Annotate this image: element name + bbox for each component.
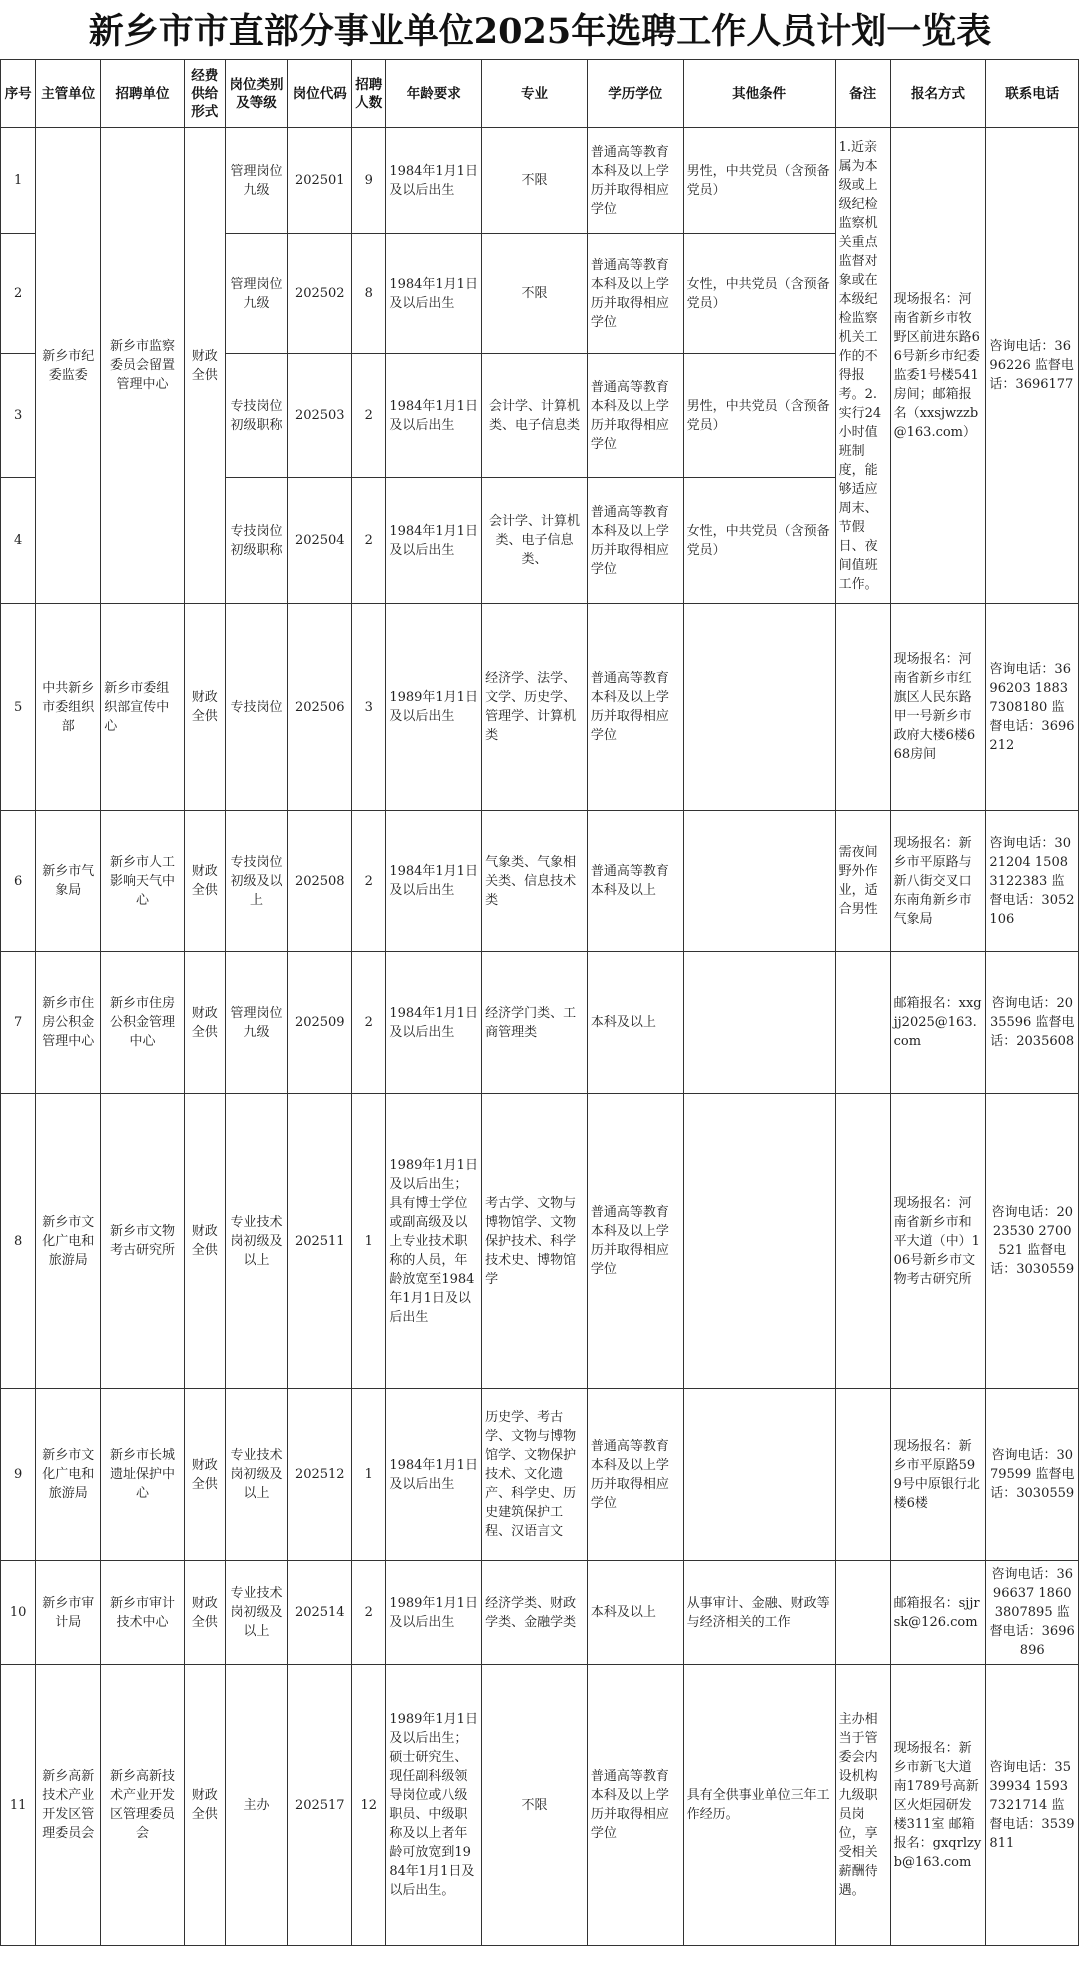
cell-dept: 新乡市住房公积金管理中心: [36, 952, 101, 1094]
cell-dept: 新乡高新技术产业开发区管理委员会: [36, 1665, 101, 1946]
cell-phone: 咨询电话：3696637 18603807895 监督电话：3696896: [986, 1561, 1079, 1665]
cell-major: 会计学、计算机类、电子信息类: [482, 354, 588, 478]
cell-edu: 普通高等教育本科及以上: [587, 811, 683, 952]
cell-apply: 现场报名：河南省新乡市红旗区人民东路甲一号新乡市政府大楼6楼668房间: [890, 604, 986, 811]
cell-phone: 咨询电话：2035596 监督电话：2035608: [986, 952, 1079, 1094]
header-seq: 序号: [1, 60, 36, 128]
cell-phone: 咨询电话：3079599 监督电话：3030559: [986, 1389, 1079, 1561]
cell-other: 具有全供事业单位三年工作经历。: [683, 1665, 835, 1946]
cell-funding: 财政全供: [184, 952, 225, 1094]
cell-count: 2: [352, 811, 386, 952]
cell-note: [835, 952, 890, 1094]
cell-note: 主办相当于管委会内设机构九级职员岗位，享受相关薪酬待遇。: [835, 1665, 890, 1946]
cell-post: 主办: [225, 1665, 288, 1946]
cell-seq: 6: [1, 811, 36, 952]
cell-other: [683, 811, 835, 952]
table-row: [1, 952, 1079, 1094]
header-post: 岗位类别及等级: [225, 60, 288, 128]
cell-post: 管理岗位九级: [225, 234, 288, 354]
cell-post: 专业技术岗初级及以上: [225, 1389, 288, 1561]
cell-funding: 财政全供: [184, 128, 225, 604]
cell-major: 经济学门类、工商管理类: [482, 952, 588, 1094]
cell-seq: 9: [1, 1389, 36, 1561]
cell-edu: 本科及以上: [587, 952, 683, 1094]
cell-edu: 普通高等教育本科及以上学历并取得相应学位: [587, 234, 683, 354]
cell-count: 3: [352, 604, 386, 811]
table-row: [1, 1389, 1079, 1561]
cell-other: [683, 952, 835, 1094]
cell-post: 管理岗位九级: [225, 128, 288, 234]
cell-edu: 普通高等教育本科及以上学历并取得相应学位: [587, 1665, 683, 1946]
cell-seq: 10: [1, 1561, 36, 1665]
cell-code: 202514: [288, 1561, 352, 1665]
cell-note: 1.近亲属为本级或上级纪检监察机关重点监督对象或在本级纪检监察机关工作的不得报考。2.实行24小时值班制度，能够适应周末、节假日、夜间值班工作。: [835, 128, 890, 604]
cell-unit: 新乡高新技术产业开发区管理委员会: [101, 1665, 185, 1946]
cell-edu: 普通高等教育本科及以上学历并取得相应学位: [587, 128, 683, 234]
cell-funding: 财政全供: [184, 811, 225, 952]
cell-other: 男性，中共党员（含预备党员）: [683, 128, 835, 234]
cell-seq: 8: [1, 1094, 36, 1389]
cell-count: 2: [352, 1561, 386, 1665]
cell-seq: 7: [1, 952, 36, 1094]
cell-apply: 现场报名：河南省新乡市牧野区前进东路66号新乡市纪委监委1号楼541房间；邮箱报名（xxsjwzzb@163.com）: [890, 128, 986, 604]
header-apply: 报名方式: [890, 60, 986, 128]
cell-apply: 邮箱报名：sjjrsk@126.com: [890, 1561, 986, 1665]
cell-edu: 普通高等教育本科及以上学历并取得相应学位: [587, 604, 683, 811]
cell-count: 2: [352, 478, 386, 604]
cell-code: 202501: [288, 128, 352, 234]
cell-code: 202502: [288, 234, 352, 354]
header-other: 其他条件: [683, 60, 835, 128]
cell-phone: 咨询电话：3696226 监督电话：3696177: [986, 128, 1079, 604]
cell-post: 专技岗位: [225, 604, 288, 811]
cell-age: 1984年1月1日及以后出生: [386, 478, 482, 604]
cell-apply: 现场报名：新乡市平原路与新八街交叉口东南角新乡市气象局: [890, 811, 986, 952]
cell-major: 不限: [482, 234, 588, 354]
header-count: 招聘人数: [352, 60, 386, 128]
header-age: 年龄要求: [386, 60, 482, 128]
cell-code: 202506: [288, 604, 352, 811]
cell-seq: 1: [1, 128, 36, 234]
header-funding: 经费供给形式: [184, 60, 225, 128]
cell-edu: 普通高等教育本科及以上学历并取得相应学位: [587, 354, 683, 478]
cell-funding: 财政全供: [184, 604, 225, 811]
cell-post: 专技岗位初级职称: [225, 478, 288, 604]
header-major: 专业: [482, 60, 588, 128]
cell-major: 经济学类、财政学类、金融学类: [482, 1561, 588, 1665]
cell-dept: 中共新乡市委组织部: [36, 604, 101, 811]
cell-apply: 现场报名：河南省新乡市和平大道（中）106号新乡市文物考古研究所: [890, 1094, 986, 1389]
cell-code: 202508: [288, 811, 352, 952]
cell-note: [835, 1094, 890, 1389]
cell-unit: 新乡市住房公积金管理中心: [101, 952, 185, 1094]
table-row: [1, 811, 1079, 952]
table-row: [1, 1094, 1079, 1389]
cell-age: 1989年1月1日及以后出生；硕士研究生、现任副科级领导岗位或八级职员、中级职称及以上者年龄可放宽到1984年1月1日及以后出生。: [386, 1665, 482, 1946]
header-dept: 主管单位: [36, 60, 101, 128]
cell-edu: 普通高等教育本科及以上学历并取得相应学位: [587, 1389, 683, 1561]
cell-age: 1989年1月1日及以后出生；具有博士学位或副高级及以上专业技术职称的人员，年龄放宽至1984年1月1日及以后出生: [386, 1094, 482, 1389]
cell-edu: 本科及以上: [587, 1561, 683, 1665]
header-code: 岗位代码: [288, 60, 352, 128]
cell-major: 考古学、文物与博物馆学、文物保护技术、科学技术史、博物馆学: [482, 1094, 588, 1389]
cell-post: 专技岗位初级职称: [225, 354, 288, 478]
cell-unit: 新乡市审计技术中心: [101, 1561, 185, 1665]
cell-funding: 财政全供: [184, 1094, 225, 1389]
cell-post: 管理岗位九级: [225, 952, 288, 1094]
header-row: [1, 60, 1079, 128]
recruitment-table: [0, 59, 1079, 1946]
cell-phone: 咨询电话：2023530 2700521 监督电话：3030559: [986, 1094, 1079, 1389]
cell-major: 历史学、考古学、文物与博物馆学、文物保护技术、文化遗产、科学史、历史建筑保护工程、汉语言文: [482, 1389, 588, 1561]
cell-seq: 4: [1, 478, 36, 604]
cell-dept: 新乡市审计局: [36, 1561, 101, 1665]
cell-note: [835, 1561, 890, 1665]
cell-unit: 新乡市文物考古研究所: [101, 1094, 185, 1389]
cell-apply: 现场报名：新乡市平原路599号中原银行北楼6楼: [890, 1389, 986, 1561]
cell-apply: 邮箱报名：xxgjj2025@163.com: [890, 952, 986, 1094]
header-phone: 联系电话: [986, 60, 1079, 128]
cell-code: 202512: [288, 1389, 352, 1561]
cell-dept: 新乡市纪委监委: [36, 128, 101, 604]
cell-dept: 新乡市文化广电和旅游局: [36, 1389, 101, 1561]
cell-unit: 新乡市监察委员会留置管理中心: [101, 128, 185, 604]
cell-phone: 咨询电话：3696203 18837308180 监督电话：3696212: [986, 604, 1079, 811]
header-edu: 学历学位: [587, 60, 683, 128]
cell-seq: 11: [1, 1665, 36, 1946]
cell-unit: 新乡市委组织部宣传中心: [101, 604, 185, 811]
cell-count: 1: [352, 1094, 386, 1389]
cell-edu: 普通高等教育本科及以上学历并取得相应学位: [587, 1094, 683, 1389]
cell-major: 气象类、气象相关类、信息技术类: [482, 811, 588, 952]
cell-count: 2: [352, 354, 386, 478]
cell-age: 1984年1月1日及以后出生: [386, 952, 482, 1094]
table-row: [1, 128, 1079, 234]
cell-major: 不限: [482, 128, 588, 234]
cell-major: 会计学、计算机类、电子信息类、: [482, 478, 588, 604]
cell-code: 202511: [288, 1094, 352, 1389]
cell-other: 男性，中共党员（含预备党员）: [683, 354, 835, 478]
cell-count: 9: [352, 128, 386, 234]
cell-other: 女性，中共党员（含预备党员）: [683, 478, 835, 604]
cell-funding: 财政全供: [184, 1665, 225, 1946]
cell-count: 12: [352, 1665, 386, 1946]
cell-apply: 现场报名：新乡市新飞大道南1789号高新区火炬园研发楼311室 邮箱报名：gxqrlzyb@163.com: [890, 1665, 986, 1946]
cell-major: 经济学、法学、文学、历史学、管理学、计算机类: [482, 604, 588, 811]
cell-unit: 新乡市长城遗址保护中心: [101, 1389, 185, 1561]
cell-phone: 咨询电话：3021204 15083122383 监督电话：3052106: [986, 811, 1079, 952]
header-note: 备注: [835, 60, 890, 128]
cell-funding: 财政全供: [184, 1389, 225, 1561]
cell-other: [683, 604, 835, 811]
table-row: [1, 1665, 1079, 1946]
cell-note: 需夜间野外作业，适合男性: [835, 811, 890, 952]
cell-post: 专业技术岗初级及以上: [225, 1561, 288, 1665]
page-title: 新乡市市直部分事业单位2025年选聘工作人员计划一览表: [88, 11, 992, 52]
cell-age: 1984年1月1日及以后出生: [386, 811, 482, 952]
cell-other: 从事审计、金融、财政等与经济相关的工作: [683, 1561, 835, 1665]
cell-dept: 新乡市气象局: [36, 811, 101, 952]
cell-dept: 新乡市文化广电和旅游局: [36, 1094, 101, 1389]
cell-code: 202509: [288, 952, 352, 1094]
cell-age: 1989年1月1日及以后出生: [386, 1561, 482, 1665]
cell-funding: 财政全供: [184, 1561, 225, 1665]
cell-count: 8: [352, 234, 386, 354]
cell-age: 1984年1月1日及以后出生: [386, 234, 482, 354]
cell-major: 不限: [482, 1665, 588, 1946]
cell-unit: 新乡市人工影响天气中心: [101, 811, 185, 952]
cell-other: [683, 1389, 835, 1561]
cell-phone: 咨询电话：3539934 15937321714 监督电话：3539811: [986, 1665, 1079, 1946]
cell-age: 1989年1月1日及以后出生: [386, 604, 482, 811]
cell-code: 202503: [288, 354, 352, 478]
cell-code: 202517: [288, 1665, 352, 1946]
cell-note: [835, 604, 890, 811]
cell-age: 1984年1月1日及以后出生: [386, 354, 482, 478]
cell-age: 1984年1月1日及以后出生: [386, 1389, 482, 1561]
cell-note: [835, 1389, 890, 1561]
cell-post: 专技岗位初级及以上: [225, 811, 288, 952]
cell-edu: 普通高等教育本科及以上学历并取得相应学位: [587, 478, 683, 604]
cell-other: [683, 1094, 835, 1389]
cell-age: 1984年1月1日及以后出生: [386, 128, 482, 234]
cell-count: 1: [352, 1389, 386, 1561]
cell-other: 女性，中共党员（含预备党员）: [683, 234, 835, 354]
cell-post: 专业技术岗初级及以上: [225, 1094, 288, 1389]
header-unit: 招聘单位: [101, 60, 185, 128]
table-row: [1, 604, 1079, 811]
cell-seq: 3: [1, 354, 36, 478]
cell-seq: 2: [1, 234, 36, 354]
table-row: [1, 1561, 1079, 1665]
cell-count: 2: [352, 952, 386, 1094]
cell-seq: 5: [1, 604, 36, 811]
cell-code: 202504: [288, 478, 352, 604]
